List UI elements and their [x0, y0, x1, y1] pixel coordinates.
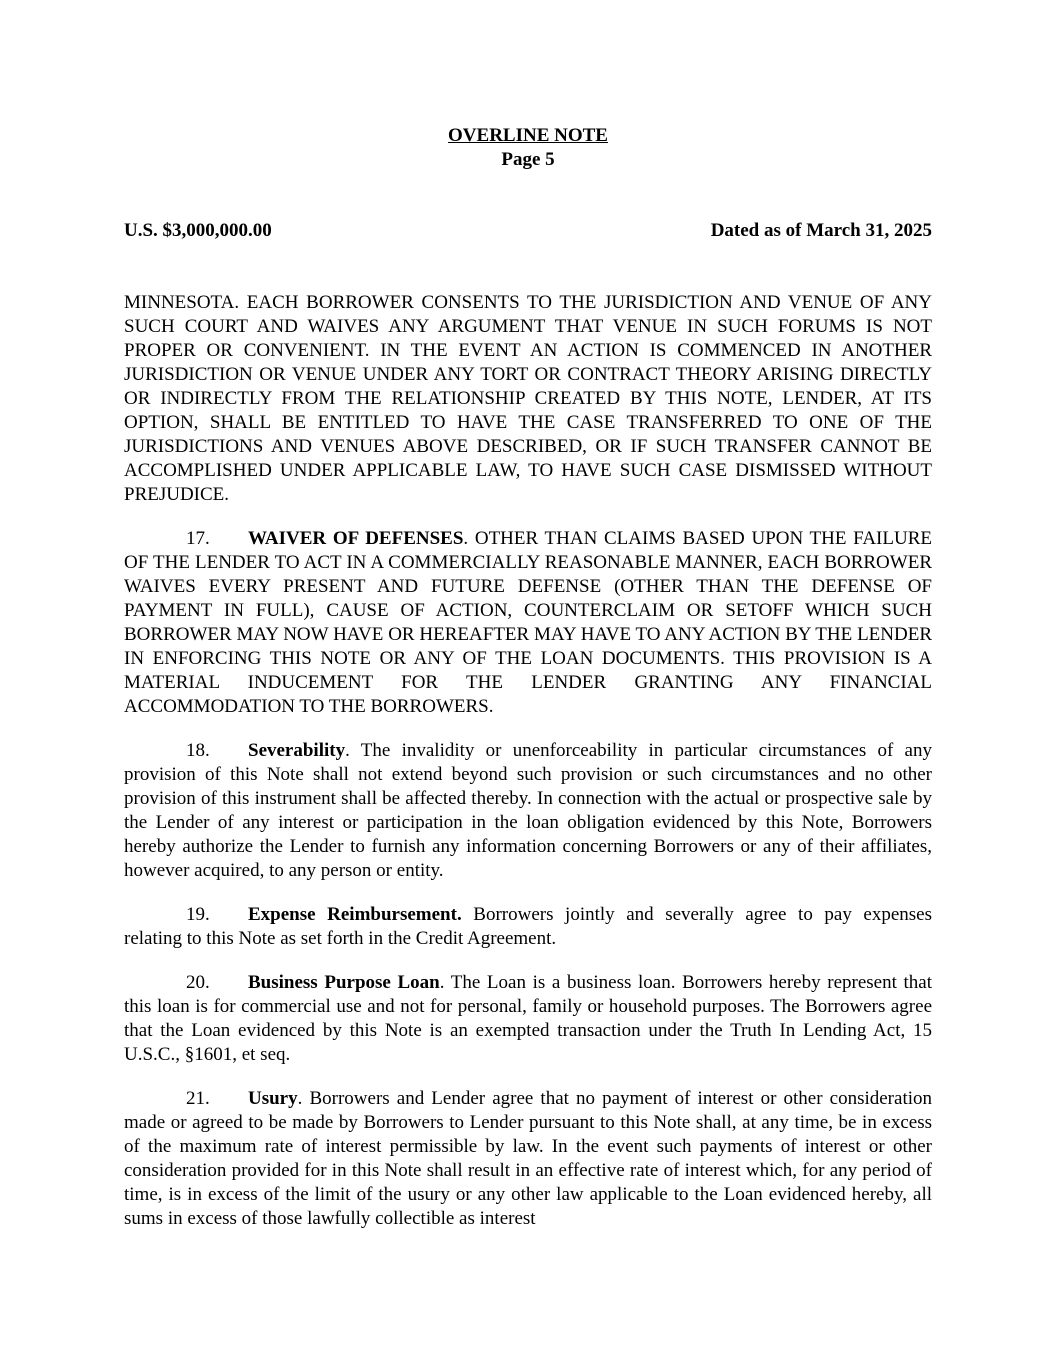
paragraph-18 — [124, 739, 932, 883]
note-amount: U.S. $3,000,000.00 — [124, 220, 272, 241]
section-heading: WAIVER OF DEFENSES — [248, 528, 464, 549]
paragraph-17 — [124, 527, 932, 719]
paragraph-text: . Borrowers and Lender agree that no payment of interest or other consideration made or agreed to be made by Borrowers to Lender pursuant to this Note shall, at any time, be in excess of the maximum rate of interest permissible by law. In the event such payments of interest or other consideration provided for in this Note shall result in an effective rate of interest which, for any period of time, is in excess of the limit of the usury or any other law applicable to the Loan evidenced hereby, all sums in excess of those lawfully collectible as interest — [124, 1088, 932, 1229]
section-number: 20. — [186, 972, 210, 993]
section-number: 18. — [186, 740, 210, 761]
paragraph-text: MINNESOTA. EACH BORROWER CONSENTS TO THE JURISDICTION AND VENUE OF ANY SUCH COURT AND WAIVES ANY ARGUMENT THAT VENUE IN SUCH FORUMS IS NOT PROPER OR CONVENIENT. IN THE EVENT AN ACTION IS COMMENCED IN ANOTHER JURISDICTION OR VENUE UNDER ANY TORT OR CONTRACT THEORY ARISING DIRECTLY OR INDIRECTLY FROM THE RELATIONSHIP CREATED BY THIS NOTE, LENDER, AT ITS OPTION, SHALL BE ENTITLED TO HAVE THE CASE TRANSFERRED TO ONE OF THE JURISDICTIONS AND VENUES ABOVE DESCRIBED, OR IF SUCH TRANSFER CANNOT BE ACCOMPLISHED UNDER APPLICABLE LAW, TO HAVE SUCH CASE DISMISSED WITHOUT PREJUDICE. — [124, 292, 932, 505]
document-title: OVERLINE NOTE — [448, 125, 608, 146]
section-heading: Business Purpose Loan — [248, 972, 440, 993]
paragraph-text: . OTHER THAN CLAIMS BASED UPON THE FAILURE OF THE LENDER TO ACT IN A COMMERCIALLY REASONABLE MANNER, EACH BORROWER WAIVES EVERY PRESENT AND FUTURE DEFENSE (OTHER THAN THE DEFENSE OF PAYMENT IN FULL), CAUSE OF ACTION, COUNTERCLAIM OR SETOFF WHICH SUCH BORROWER MAY NOW HAVE OR HEREAFTER MAY HAVE TO ANY ACTION BY THE LENDER IN ENFORCING THIS NOTE OR ANY OF THE LOAN DOCUMENTS. THIS PROVISION IS A MATERIAL INDUCEMENT FOR THE LENDER GRANTING ANY FINANCIAL ACCOMMODATION TO THE BORROWERS. — [124, 528, 932, 717]
paragraph-19 — [124, 903, 932, 951]
paragraph-text: . The invalidity or unenforceability in particular circumstances of any provision of this Note shall not extend beyond such provision or such circumstances and no other provision of this instrument shall be affected thereby. In connection with the actual or prospective sale by the Lender of any interest or participation in the loan obligation evidenced by this Note, Borrowers hereby authorize the Lender to furnish any information concerning Borrowers or any of their affiliates, however acquired, to any person or entity. — [124, 740, 932, 881]
paragraph-text: . The Loan is a business loan. Borrowers hereby represent that this loan is for commercial use and not for personal, family or household purposes. The Borrowers agree that the Loan evidenced by this Note is an exempted transaction under the Truth In Lending Act, 15 U.S.C., §1601, et seq. — [124, 972, 932, 1065]
paragraph-continuation — [124, 291, 932, 507]
section-number: 19. — [186, 904, 210, 925]
section-number: 21. — [186, 1088, 210, 1109]
note-date: Dated as of March 31, 2025 — [710, 220, 932, 241]
section-heading: Usury — [248, 1088, 298, 1109]
paragraph-21 — [124, 1087, 932, 1231]
document-page — [124, 124, 932, 1251]
section-heading: Severability — [248, 740, 346, 761]
page-number: Page 5 — [501, 149, 555, 170]
document-body — [124, 291, 932, 1231]
section-number: 17. — [186, 528, 210, 549]
paragraph-20 — [124, 971, 932, 1067]
section-heading: Expense Reimbursement. — [248, 904, 462, 925]
note-header-row — [124, 219, 932, 243]
paragraph-text: Borrowers jointly and severally agree to pay expenses relating to this Note as set forth in the Credit Agreement. — [124, 904, 932, 949]
